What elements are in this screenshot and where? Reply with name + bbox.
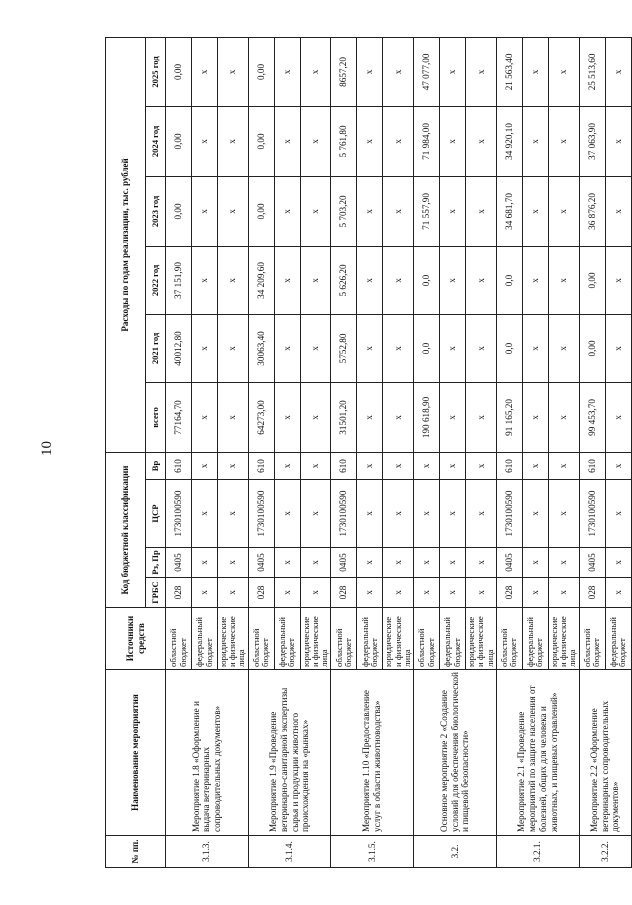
value-cell: 610 xyxy=(331,452,357,479)
value-cell: x xyxy=(383,480,414,548)
value-cell: x xyxy=(522,480,548,548)
value-cell: 190 618,90 xyxy=(414,382,440,452)
header-sub: 2021 год xyxy=(146,314,166,382)
value-cell: 37 063,90 xyxy=(579,106,605,176)
value-cell: x xyxy=(218,548,249,578)
value-cell: 610 xyxy=(166,452,192,479)
value-cell: 0,00 xyxy=(248,106,274,176)
value-cell: x xyxy=(218,480,249,548)
value-cell: x xyxy=(383,382,414,452)
value-cell: x xyxy=(218,106,249,176)
header-sub: 2022 год xyxy=(146,246,166,314)
value-cell: x xyxy=(548,106,579,176)
value-cell: x xyxy=(466,480,497,548)
value-cell: 71 557,90 xyxy=(414,176,440,246)
value-cell: 34 681,70 xyxy=(496,176,522,246)
value-cell: 610 xyxy=(248,452,274,479)
value-cell: 99 453,70 xyxy=(579,382,605,452)
table-row xyxy=(248,37,274,867)
header-sub: 2023 год xyxy=(146,176,166,246)
value-cell: x xyxy=(383,578,414,608)
value-cell: x xyxy=(192,382,218,452)
value-cell: 0,0 xyxy=(496,246,522,314)
value-cell: x xyxy=(300,382,331,452)
funding-source: федеральный бюджет xyxy=(605,608,631,670)
value-cell: 0,00 xyxy=(166,176,192,246)
value-cell: x xyxy=(548,382,579,452)
value-cell: 1730100590 xyxy=(579,480,605,548)
funding-source: федеральный бюджет xyxy=(440,608,466,670)
value-cell: 0405 xyxy=(579,548,605,578)
value-cell: x xyxy=(548,314,579,382)
funding-source: областной бюджет xyxy=(248,608,274,670)
table-row xyxy=(331,37,357,867)
activity-name: Основное мероприятие 2 «Создание условий для обеспечения биологической и пищевой безопасности» xyxy=(414,670,497,836)
value-cell: 0405 xyxy=(166,548,192,578)
value-cell: x xyxy=(548,480,579,548)
header-sub: ЦСР xyxy=(146,480,166,548)
value-cell: x xyxy=(440,382,466,452)
row-number: 3.2.2. xyxy=(579,836,631,868)
value-cell: x xyxy=(414,480,440,548)
value-cell: 610 xyxy=(496,452,522,479)
value-cell: 31501,20 xyxy=(331,382,357,452)
value-cell: 5 761,80 xyxy=(331,106,357,176)
value-cell: x xyxy=(192,548,218,578)
value-cell: x xyxy=(357,314,383,382)
value-cell: x xyxy=(192,37,218,106)
value-cell: 40012,80 xyxy=(166,314,192,382)
funding-source: федеральный бюджет xyxy=(357,608,383,670)
value-cell: x xyxy=(605,246,631,314)
value-cell: x xyxy=(548,37,579,106)
value-cell: x xyxy=(605,37,631,106)
value-cell: x xyxy=(522,176,548,246)
page-number: 10 xyxy=(39,441,55,456)
header-sub: 2025 год xyxy=(146,37,166,106)
value-cell: x xyxy=(357,578,383,608)
value-cell: x xyxy=(522,548,548,578)
value-cell: x xyxy=(274,548,300,578)
value-cell: x xyxy=(274,452,300,479)
value-cell: 25 513,60 xyxy=(579,37,605,106)
row-number: 3.1.3. xyxy=(166,836,249,868)
funding-source: федеральный бюджет xyxy=(522,608,548,670)
value-cell: x xyxy=(440,176,466,246)
value-cell: x xyxy=(274,176,300,246)
value-cell: 34 920,10 xyxy=(496,106,522,176)
value-cell: 0405 xyxy=(331,548,357,578)
value-cell: x xyxy=(522,246,548,314)
header-name: Наименование мероприятия xyxy=(106,670,166,836)
funding-source: юридические и физические лица xyxy=(218,608,249,670)
value-cell: x xyxy=(300,314,331,382)
value-cell: x xyxy=(466,106,497,176)
value-cell: x xyxy=(300,176,331,246)
value-cell: x xyxy=(466,246,497,314)
value-cell: x xyxy=(466,37,497,106)
funding-source: юридические и физические лица xyxy=(383,608,414,670)
value-cell: x xyxy=(414,548,440,578)
value-cell: x xyxy=(357,548,383,578)
table-row xyxy=(579,37,605,867)
value-cell: x xyxy=(218,578,249,608)
funding-source: юридические и физические лица xyxy=(466,608,497,670)
value-cell: x xyxy=(548,176,579,246)
value-cell: x xyxy=(466,548,497,578)
value-cell: x xyxy=(357,382,383,452)
value-cell: x xyxy=(192,106,218,176)
value-cell: x xyxy=(440,37,466,106)
value-cell: x xyxy=(440,452,466,479)
value-cell: x xyxy=(605,578,631,608)
value-cell: 5752,80 xyxy=(331,314,357,382)
value-cell: x xyxy=(218,37,249,106)
value-cell: 0,00 xyxy=(166,106,192,176)
value-cell: x xyxy=(548,548,579,578)
value-cell: 1730100590 xyxy=(248,480,274,548)
value-cell: x xyxy=(300,578,331,608)
value-cell: x xyxy=(605,480,631,548)
value-cell: x xyxy=(192,314,218,382)
value-cell: 028 xyxy=(496,578,522,608)
row-number: 3.1.5. xyxy=(331,836,414,868)
value-cell: 0,00 xyxy=(579,246,605,314)
value-cell: x xyxy=(548,246,579,314)
value-cell: x xyxy=(218,452,249,479)
value-cell: 0405 xyxy=(248,548,274,578)
value-cell: x xyxy=(300,106,331,176)
value-cell: x xyxy=(605,452,631,479)
value-cell: x xyxy=(300,246,331,314)
value-cell: x xyxy=(440,480,466,548)
value-cell: x xyxy=(605,382,631,452)
value-cell: 028 xyxy=(166,578,192,608)
funding-source: областной бюджет xyxy=(414,608,440,670)
value-cell: x xyxy=(440,246,466,314)
value-cell: x xyxy=(522,382,548,452)
value-cell: x xyxy=(192,452,218,479)
value-cell: x xyxy=(383,37,414,106)
value-cell: x xyxy=(357,452,383,479)
value-cell: x xyxy=(605,314,631,382)
value-cell: x xyxy=(605,106,631,176)
value-cell: x xyxy=(440,314,466,382)
value-cell: x xyxy=(300,452,331,479)
value-cell: x xyxy=(466,176,497,246)
value-cell: 1730100590 xyxy=(496,480,522,548)
value-cell: 0,0 xyxy=(414,314,440,382)
value-cell: x xyxy=(522,37,548,106)
activity-name: Мероприятие 2.2 «Оформление ветеринарных сопроводительных документов» xyxy=(579,670,631,836)
value-cell: x xyxy=(383,314,414,382)
value-cell: x xyxy=(414,452,440,479)
value-cell: x xyxy=(300,548,331,578)
value-cell: x xyxy=(605,548,631,578)
value-cell: 37 151,90 xyxy=(166,246,192,314)
value-cell: 71 984,00 xyxy=(414,106,440,176)
value-cell: 028 xyxy=(331,578,357,608)
value-cell: 1730100590 xyxy=(331,480,357,548)
funding-source: юридические и физические лица xyxy=(300,608,331,670)
activity-name: Мероприятие 2.1 «Проведение мероприятий по защите населения от болезней, общих для человека и животных, и пищевых отравлений» xyxy=(496,670,579,836)
value-cell: x xyxy=(383,246,414,314)
value-cell: x xyxy=(466,452,497,479)
value-cell: x xyxy=(522,452,548,479)
value-cell: x xyxy=(274,246,300,314)
value-cell: 34 209,60 xyxy=(248,246,274,314)
table-row xyxy=(414,37,440,867)
value-cell: 0,00 xyxy=(166,37,192,106)
value-cell: 0,00 xyxy=(248,176,274,246)
budget-table xyxy=(105,37,632,868)
value-cell: 0405 xyxy=(496,548,522,578)
header-sub: ГРБС xyxy=(146,578,166,608)
value-cell: x xyxy=(218,382,249,452)
value-cell: 64273,00 xyxy=(248,382,274,452)
value-cell: x xyxy=(440,106,466,176)
header-source: Источники средств xyxy=(106,608,166,670)
row-number: 3.1.4. xyxy=(248,836,331,868)
value-cell: x xyxy=(383,106,414,176)
value-cell: 0,0 xyxy=(496,314,522,382)
value-cell: x xyxy=(522,578,548,608)
value-cell: x xyxy=(274,578,300,608)
value-cell: x xyxy=(383,176,414,246)
value-cell: 028 xyxy=(579,578,605,608)
header-budget-code: Код бюджетной классификации xyxy=(106,452,146,607)
value-cell: x xyxy=(548,452,579,479)
value-cell: x xyxy=(192,578,218,608)
activity-name: Мероприятие 1.8 «Оформление и выдача ветеринарных сопроводительных документов» xyxy=(166,670,249,836)
value-cell: 610 xyxy=(579,452,605,479)
header-expenses: Расходы по годам реализации, тыс. рублей xyxy=(106,37,146,452)
value-cell: x xyxy=(300,480,331,548)
value-cell: 5 626,20 xyxy=(331,246,357,314)
value-cell: x xyxy=(274,37,300,106)
value-cell: x xyxy=(218,246,249,314)
value-cell: x xyxy=(522,106,548,176)
funding-source: федеральный бюджет xyxy=(274,608,300,670)
value-cell: x xyxy=(192,246,218,314)
funding-source: областной бюджет xyxy=(331,608,357,670)
value-cell: x xyxy=(466,382,497,452)
value-cell: 028 xyxy=(248,578,274,608)
value-cell: x xyxy=(300,37,331,106)
row-number: 3.2. xyxy=(414,836,497,868)
activity-name: Мероприятие 1.10 «Предоставление услуг в области животноводства» xyxy=(331,670,414,836)
funding-source: областной бюджет xyxy=(496,608,522,670)
funding-source: областной бюджет xyxy=(166,608,192,670)
value-cell: x xyxy=(383,452,414,479)
value-cell: x xyxy=(192,480,218,548)
value-cell: x xyxy=(414,578,440,608)
value-cell: x xyxy=(357,106,383,176)
value-cell: x xyxy=(274,480,300,548)
value-cell: 0,00 xyxy=(248,37,274,106)
funding-source: областной бюджет xyxy=(579,608,605,670)
value-cell: x xyxy=(274,382,300,452)
value-cell: x xyxy=(440,548,466,578)
value-cell: 30063,40 xyxy=(248,314,274,382)
header-sub: Рз, Пр xyxy=(146,548,166,578)
value-cell: x xyxy=(357,246,383,314)
table-row xyxy=(166,37,192,867)
value-cell: 1730100590 xyxy=(166,480,192,548)
header-sub: 2024 год xyxy=(146,106,166,176)
row-number: 3.2.1. xyxy=(496,836,579,868)
value-cell: x xyxy=(605,176,631,246)
value-cell: x xyxy=(548,578,579,608)
value-cell: x xyxy=(383,548,414,578)
value-cell: x xyxy=(192,176,218,246)
value-cell: x xyxy=(357,480,383,548)
value-cell: 5 703,20 xyxy=(331,176,357,246)
value-cell: x xyxy=(466,578,497,608)
value-cell: 91 165,20 xyxy=(496,382,522,452)
value-cell: x xyxy=(218,176,249,246)
value-cell: 36 876,20 xyxy=(579,176,605,246)
value-cell: x xyxy=(357,37,383,106)
value-cell: 0,0 xyxy=(414,246,440,314)
header-no: № пп. xyxy=(106,836,166,868)
funding-source: юридические и физические лица xyxy=(548,608,579,670)
funding-source: федеральный бюджет xyxy=(192,608,218,670)
activity-name: Мероприятие 1.9 «Проведение ветеринарно-санитарной экспертизы сырья и продукции животного происхождения на «рынках» xyxy=(248,670,331,836)
value-cell: 77164,70 xyxy=(166,382,192,452)
table-body xyxy=(166,37,632,867)
value-cell: 0,00 xyxy=(579,314,605,382)
value-cell: x xyxy=(274,314,300,382)
header-sub: Вр xyxy=(146,452,166,479)
value-cell: x xyxy=(274,106,300,176)
value-cell: x xyxy=(357,176,383,246)
value-cell: x xyxy=(466,314,497,382)
value-cell: 21 563,40 xyxy=(496,37,522,106)
value-cell: 47 077,00 xyxy=(414,37,440,106)
value-cell: x xyxy=(440,578,466,608)
rotated-page-content xyxy=(105,38,628,868)
value-cell: x xyxy=(522,314,548,382)
value-cell: x xyxy=(218,314,249,382)
value-cell: 8657,20 xyxy=(331,37,357,106)
header-sub: всего xyxy=(146,382,166,452)
table-row xyxy=(496,37,522,867)
